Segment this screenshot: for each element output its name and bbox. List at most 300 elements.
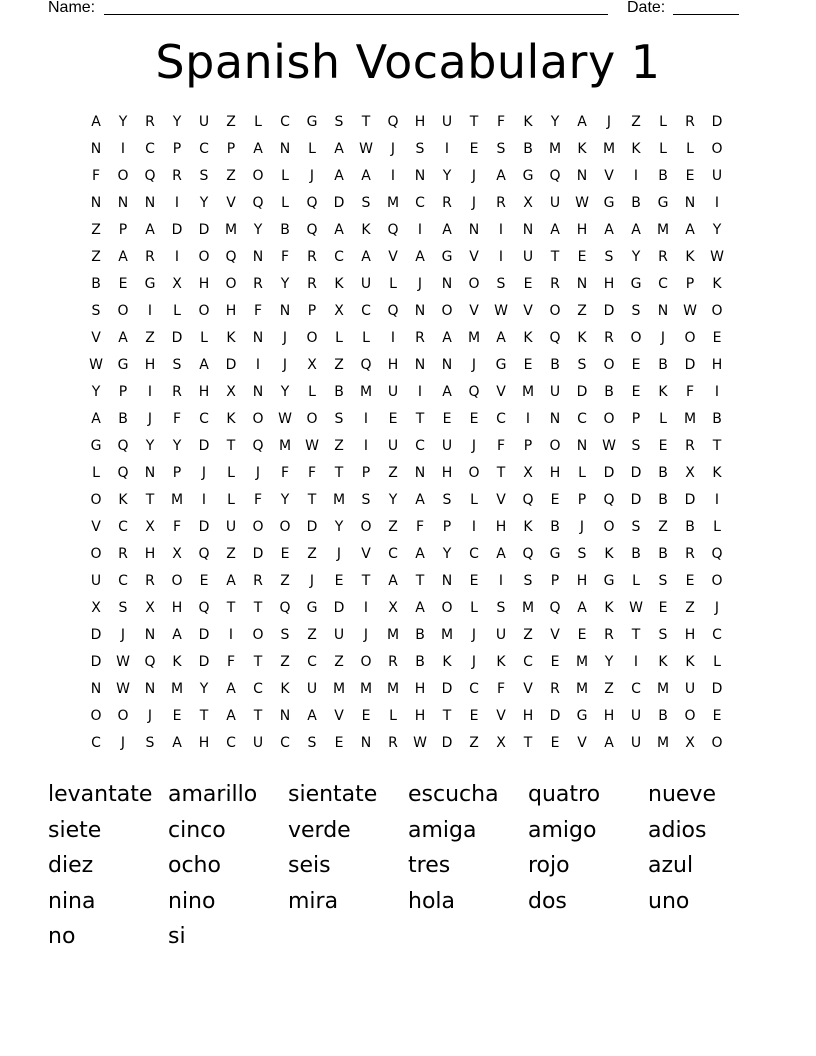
grid-cell: T <box>199 708 209 724</box>
grid-cell: A <box>334 222 344 238</box>
grid-cell: J <box>579 519 585 535</box>
grid-cell: D <box>252 546 264 562</box>
grid-cell: A <box>334 141 344 157</box>
grid-cell: R <box>388 735 398 751</box>
grid-cell: O <box>711 141 723 157</box>
grid-cell: B <box>118 411 128 427</box>
grid-cell: L <box>308 384 316 400</box>
word-bank-item: seis <box>288 853 331 878</box>
grid-cell: F <box>172 519 182 535</box>
grid-cell: A <box>604 222 614 238</box>
grid-cell: C <box>226 735 236 751</box>
grid-cell: J <box>660 330 666 346</box>
grid-cell: D <box>90 654 102 670</box>
grid-cell: Y <box>631 249 641 265</box>
grid-cell: D <box>306 519 318 535</box>
grid-cell: S <box>658 573 668 589</box>
grid-cell: C <box>577 411 587 427</box>
grid-cell: Z <box>226 114 236 130</box>
grid-cell: L <box>686 141 694 157</box>
grid-cell: W <box>602 438 616 454</box>
grid-cell: K <box>172 654 182 670</box>
grid-cell: P <box>685 276 695 292</box>
grid-cell: E <box>172 708 182 724</box>
grid-cell: X <box>145 600 155 616</box>
name-line[interactable] <box>104 14 608 15</box>
grid-cell: L <box>470 600 478 616</box>
grid-cell: R <box>307 276 317 292</box>
grid-cell: A <box>172 735 182 751</box>
grid-cell: V <box>523 681 533 697</box>
grid-cell: K <box>685 654 695 670</box>
grid-cell: W <box>359 141 373 157</box>
grid-cell: H <box>171 600 183 616</box>
word-bank-item: nueve <box>648 782 716 807</box>
word-bank-item: nina <box>48 888 96 914</box>
grid-cell: N <box>441 357 453 373</box>
grid-cell: F <box>496 438 506 454</box>
grid-cell: N <box>468 222 480 238</box>
grid-cell: D <box>441 735 453 751</box>
grid-cell: S <box>631 303 641 319</box>
grid-cell: B <box>415 627 425 643</box>
grid-cell: O <box>279 519 291 535</box>
grid-cell: Z <box>658 519 668 535</box>
grid-cell: W <box>683 303 697 319</box>
word-bank-item: adios <box>648 817 707 843</box>
grid-cell: Y <box>604 654 614 670</box>
grid-cell: Z <box>307 627 317 643</box>
header <box>0 0 816 19</box>
grid-cell: X <box>523 195 533 211</box>
grid-cell: O <box>603 357 615 373</box>
grid-cell: I <box>390 330 396 346</box>
grid-cell: A <box>496 546 506 562</box>
grid-cell: Q <box>144 654 156 670</box>
grid-cell: N <box>441 573 453 589</box>
grid-cell: E <box>442 411 452 427</box>
grid-cell: M <box>386 195 400 211</box>
grid-cell: W <box>575 195 589 211</box>
grid-cell: I <box>417 222 423 238</box>
grid-cell: A <box>145 222 155 238</box>
grid-cell: G <box>90 438 102 454</box>
grid-cell: J <box>471 195 477 211</box>
grid-cell: O <box>684 330 696 346</box>
grid-cell: Q <box>549 330 561 346</box>
grid-cell: I <box>525 411 531 427</box>
grid-cell: O <box>252 519 264 535</box>
grid-cell: M <box>467 330 481 346</box>
grid-cell: X <box>172 546 182 562</box>
grid-cell: P <box>577 492 587 508</box>
grid-cell: A <box>631 222 641 238</box>
grid-cell: H <box>144 546 156 562</box>
grid-cell: K <box>577 141 587 157</box>
grid-cell: A <box>388 573 398 589</box>
grid-cell: L <box>713 519 721 535</box>
grid-cell: Y <box>388 492 398 508</box>
grid-cell: O <box>549 438 561 454</box>
grid-cell: J <box>147 708 153 724</box>
word-bank-item: tres <box>408 853 451 878</box>
grid-cell: Q <box>522 492 534 508</box>
grid-cell: U <box>225 519 237 535</box>
grid-cell: U <box>333 627 345 643</box>
grid-cell: S <box>334 114 344 130</box>
grid-cell: F <box>280 465 290 481</box>
grid-cell: L <box>308 141 316 157</box>
grid-cell: Z <box>631 114 641 130</box>
grid-cell: E <box>712 330 722 346</box>
grid-cell: C <box>307 654 317 670</box>
grid-cell: T <box>226 438 236 454</box>
grid-cell: K <box>658 654 668 670</box>
grid-cell: R <box>118 546 128 562</box>
grid-cell: E <box>523 357 533 373</box>
grid-cell: A <box>577 600 587 616</box>
grid-cell: Z <box>469 735 479 751</box>
grid-cell: P <box>523 438 533 454</box>
grid-cell: R <box>145 249 155 265</box>
grid-cell: N <box>144 195 156 211</box>
grid-cell: E <box>658 438 668 454</box>
word-bank-item: azul <box>648 853 694 878</box>
grid-cell: N <box>684 195 696 211</box>
grid-cell: I <box>363 438 369 454</box>
grid-cell: T <box>496 465 506 481</box>
grid-cell: L <box>254 114 262 130</box>
grid-cell: A <box>118 330 128 346</box>
grid-cell: J <box>471 627 477 643</box>
grid-cell: R <box>550 276 560 292</box>
grid-cell: L <box>92 465 100 481</box>
word-bank-item: nino <box>168 888 216 914</box>
grid-cell: O <box>306 330 318 346</box>
grid-cell: B <box>658 492 668 508</box>
grid-cell: T <box>523 735 533 751</box>
grid-cell: A <box>91 411 101 427</box>
grid-cell: I <box>471 519 477 535</box>
grid-cell: Q <box>306 222 318 238</box>
grid-cell: C <box>280 114 290 130</box>
grid-cell: Q <box>387 303 399 319</box>
grid-cell: K <box>712 276 722 292</box>
grid-cell: G <box>117 357 129 373</box>
grid-cell: N <box>279 708 291 724</box>
grid-cell: W <box>89 357 103 373</box>
grid-cell: Y <box>280 492 290 508</box>
grid-cell: M <box>548 141 562 157</box>
grid-cell: T <box>307 492 317 508</box>
grid-cell: H <box>225 303 237 319</box>
grid-cell: O <box>711 735 723 751</box>
grid-cell: X <box>172 276 182 292</box>
grid-cell: M <box>656 681 670 697</box>
grid-cell: K <box>523 519 533 535</box>
grid-cell: E <box>469 141 479 157</box>
grid-cell: N <box>522 222 534 238</box>
page-title: Spanish Vocabulary 1 <box>155 35 661 89</box>
word-bank-item: no <box>48 924 76 949</box>
grid-cell: C <box>523 654 533 670</box>
grid-cell: A <box>118 249 128 265</box>
grid-cell: Q <box>306 195 318 211</box>
grid-cell: R <box>172 168 182 184</box>
grid-cell: D <box>549 708 561 724</box>
grid-cell: Q <box>360 357 372 373</box>
grid-cell: Q <box>711 546 723 562</box>
grid-cell: E <box>550 492 560 508</box>
grid-cell: O <box>684 708 696 724</box>
grid-cell: O <box>225 276 237 292</box>
grid-cell: R <box>496 195 506 211</box>
grid-cell: M <box>359 384 373 400</box>
grid-cell: E <box>118 276 128 292</box>
grid-cell: R <box>253 573 263 589</box>
grid-cell: R <box>550 681 560 697</box>
grid-cell: K <box>658 384 668 400</box>
word-bank-item: si <box>168 924 186 949</box>
grid-cell: O <box>117 303 129 319</box>
grid-cell: K <box>712 465 722 481</box>
grid-cell: N <box>414 168 426 184</box>
word-bank-item: hola <box>408 888 455 914</box>
grid-cell: M <box>386 627 400 643</box>
grid-cell: U <box>711 168 723 184</box>
grid-cell: X <box>145 519 155 535</box>
grid-cell: O <box>360 519 372 535</box>
grid-cell: U <box>522 249 534 265</box>
grid-cell: V <box>577 735 587 751</box>
grid-cell: X <box>685 465 695 481</box>
grid-cell: Y <box>91 384 101 400</box>
grid-cell: O <box>90 492 102 508</box>
grid-cell: O <box>711 573 723 589</box>
grid-cell: J <box>390 141 396 157</box>
grid-cell: A <box>334 168 344 184</box>
grid-cell: M <box>656 222 670 238</box>
grid-cell: Y <box>145 438 155 454</box>
grid-cell: T <box>226 600 236 616</box>
grid-cell: D <box>630 465 642 481</box>
grid-cell: M <box>683 411 697 427</box>
grid-cell: I <box>147 384 153 400</box>
grid-cell: A <box>496 168 506 184</box>
grid-cell: Y <box>280 384 290 400</box>
grid-cell: A <box>226 573 236 589</box>
grid-cell: D <box>441 681 453 697</box>
grid-cell: T <box>415 573 425 589</box>
grid-cell: Z <box>685 600 695 616</box>
grid-cell: N <box>576 276 588 292</box>
grid-cell: J <box>471 357 477 373</box>
grid-cell: S <box>307 735 317 751</box>
grid-cell: J <box>201 465 207 481</box>
grid-cell: O <box>117 708 129 724</box>
word-bank-item: dos <box>528 888 567 914</box>
grid-cell: U <box>549 195 561 211</box>
grid-cell: B <box>523 141 533 157</box>
grid-cell: U <box>252 735 264 751</box>
grid-cell: D <box>225 357 237 373</box>
grid-cell: P <box>172 141 182 157</box>
grid-cell: F <box>226 654 236 670</box>
grid-cell: C <box>415 438 425 454</box>
grid-cell: V <box>334 708 344 724</box>
grid-cell: Z <box>226 168 236 184</box>
grid-cell: H <box>603 276 615 292</box>
grid-cell: E <box>550 735 560 751</box>
grid-cell: N <box>576 168 588 184</box>
grid-cell: M <box>332 681 346 697</box>
grid-cell: Y <box>199 681 209 697</box>
grid-cell: T <box>550 249 560 265</box>
grid-cell: Y <box>253 222 263 238</box>
grid-cell: B <box>631 195 641 211</box>
grid-cell: L <box>659 141 667 157</box>
grid-cell: S <box>91 303 101 319</box>
grid-cell: C <box>469 681 479 697</box>
grid-cell: H <box>198 276 210 292</box>
grid-cell: C <box>658 276 668 292</box>
grid-cell: J <box>471 654 477 670</box>
date-line[interactable] <box>673 14 739 15</box>
grid-cell: L <box>659 411 667 427</box>
grid-cell: I <box>228 627 234 643</box>
grid-cell: S <box>496 141 506 157</box>
grid-cell: Z <box>604 681 614 697</box>
grid-cell: Y <box>172 438 182 454</box>
grid-cell: C <box>496 411 506 427</box>
grid-cell: X <box>496 735 506 751</box>
grid-cell: E <box>712 708 722 724</box>
grid-cell: O <box>549 303 561 319</box>
grid-cell: N <box>441 276 453 292</box>
grid-cell: O <box>468 276 480 292</box>
grid-cell: D <box>333 600 345 616</box>
grid-cell: N <box>657 303 669 319</box>
grid-cell: G <box>657 195 669 211</box>
grid-cell: X <box>226 384 236 400</box>
grid-cell: H <box>144 357 156 373</box>
grid-cell: C <box>199 141 209 157</box>
grid-cell: B <box>712 411 722 427</box>
grid-cell: Q <box>252 438 264 454</box>
grid-cell: Y <box>550 114 560 130</box>
grid-cell: D <box>198 654 210 670</box>
word-bank-item: levantate <box>48 782 153 807</box>
grid-cell: C <box>91 735 101 751</box>
grid-cell: K <box>604 546 614 562</box>
grid-cell: R <box>415 330 425 346</box>
grid-cell: Z <box>307 546 317 562</box>
grid-cell: O <box>603 411 615 427</box>
grid-cell: J <box>309 573 315 589</box>
grid-cell: S <box>199 168 209 184</box>
grid-cell: R <box>685 546 695 562</box>
grid-cell: J <box>471 168 477 184</box>
grid-cell: G <box>603 195 615 211</box>
grid-cell: Q <box>522 546 534 562</box>
grid-cell: O <box>90 546 102 562</box>
grid-cell: E <box>685 168 695 184</box>
grid-cell: Z <box>388 519 398 535</box>
grid-cell: K <box>226 330 236 346</box>
letter-grid <box>84 110 732 760</box>
grid-cell: C <box>388 546 398 562</box>
grid-cell: A <box>415 546 425 562</box>
grid-cell: L <box>470 492 478 508</box>
grid-cell: X <box>523 465 533 481</box>
grid-cell: Q <box>198 600 210 616</box>
grid-cell: V <box>469 249 479 265</box>
grid-cell: R <box>685 114 695 130</box>
grid-cell: T <box>442 708 452 724</box>
grid-cell: R <box>307 249 317 265</box>
grid-cell: U <box>495 627 507 643</box>
grid-cell: F <box>685 384 695 400</box>
grid-cell: F <box>496 681 506 697</box>
grid-cell: O <box>603 519 615 535</box>
grid-cell: N <box>90 141 102 157</box>
grid-cell: A <box>442 384 452 400</box>
grid-cell: N <box>279 303 291 319</box>
grid-cell: G <box>306 114 318 130</box>
grid-cell: W <box>305 438 319 454</box>
grid-cell: T <box>415 411 425 427</box>
grid-cell: S <box>442 492 452 508</box>
grid-cell: Z <box>334 357 344 373</box>
grid-cell: T <box>712 438 722 454</box>
grid-cell: R <box>388 654 398 670</box>
grid-cell: C <box>712 627 722 643</box>
grid-cell: Y <box>334 519 344 535</box>
grid-cell: G <box>549 546 561 562</box>
grid-cell: K <box>685 249 695 265</box>
grid-cell: M <box>656 735 670 751</box>
grid-cell: O <box>630 330 642 346</box>
grid-cell: O <box>468 465 480 481</box>
grid-cell: A <box>361 249 371 265</box>
grid-cell: Y <box>118 114 128 130</box>
grid-cell: P <box>172 465 182 481</box>
grid-cell: K <box>334 276 344 292</box>
grid-cell: L <box>227 465 235 481</box>
grid-cell: L <box>389 708 397 724</box>
grid-cell: M <box>278 438 292 454</box>
grid-cell: J <box>471 438 477 454</box>
grid-cell: W <box>629 600 643 616</box>
grid-cell: T <box>361 573 371 589</box>
grid-cell: M <box>575 681 589 697</box>
grid-cell: A <box>442 330 452 346</box>
grid-cell: O <box>198 249 210 265</box>
grid-cell: C <box>631 681 641 697</box>
grid-cell: R <box>145 573 155 589</box>
grid-cell: H <box>711 357 723 373</box>
grid-cell: V <box>550 627 560 643</box>
grid-cell: D <box>333 195 345 211</box>
grid-cell: S <box>172 357 182 373</box>
grid-cell: E <box>388 411 398 427</box>
grid-cell: Y <box>442 546 452 562</box>
grid-cell: N <box>144 627 156 643</box>
grid-cell: T <box>253 654 263 670</box>
grid-cell: Q <box>252 195 264 211</box>
grid-cell: R <box>442 195 452 211</box>
grid-cell: J <box>714 600 720 616</box>
